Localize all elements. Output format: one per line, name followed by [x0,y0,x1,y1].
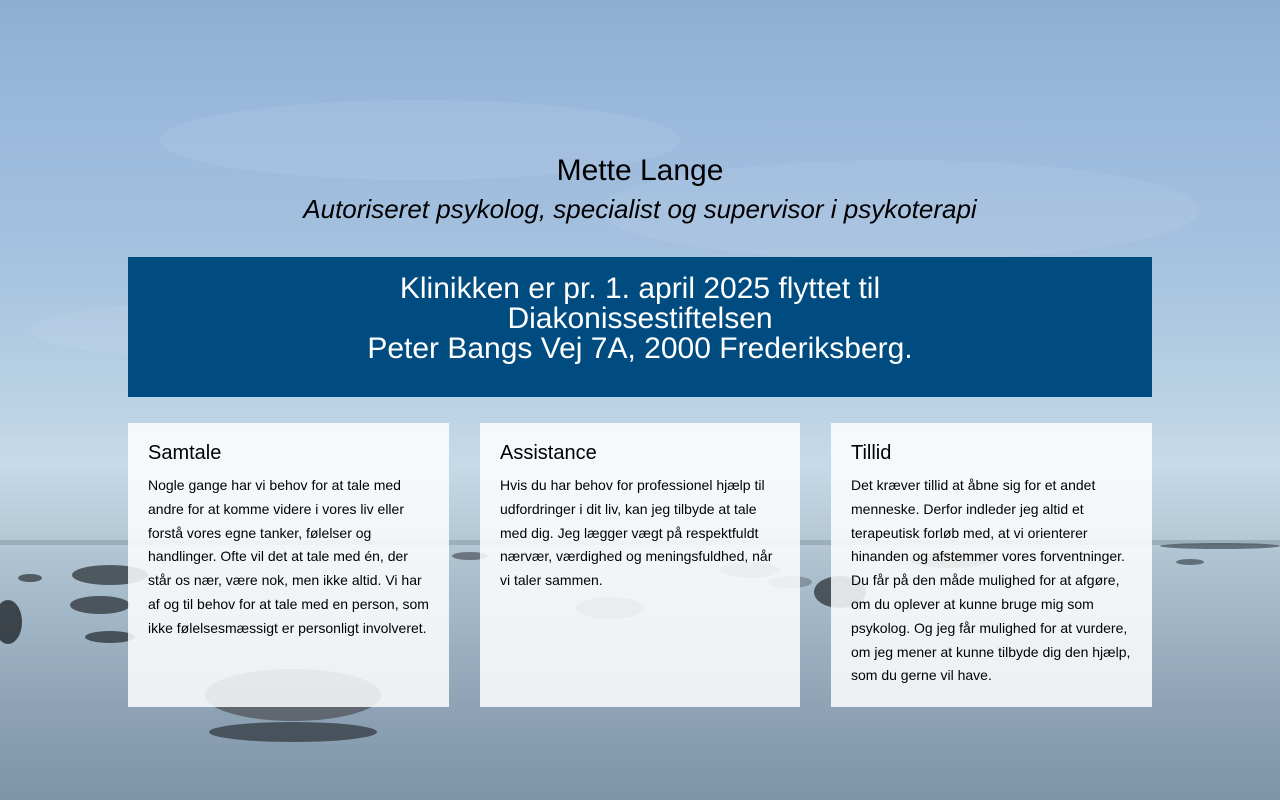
site-title[interactable]: Mette Lange [556,154,724,187]
card-title: Assistance [500,442,597,464]
card-text: Hvis du har behov for professionel hjælp til udfordringer i dit liv, kan jeg tilbyde at tale med dig. Jeg lægger vægt på respektfuldt nærvær, værdighed og meningsfuldhed, når vi taler sammen. [500,477,773,589]
notice-line-3: Peter Bangs Vej 7A, 2000 Frederiksberg. [367,332,913,365]
card-title: Tillid [851,442,892,464]
relocation-notice-banner [128,257,1152,397]
site-subtitle: Autoriseret psykolog, specialist og supervisor i psykoterapi [303,194,977,224]
card-title: Samtale [148,442,222,464]
card-text: Det kræver tillid at åbne sig for et andet menneske. Derfor indleder jeg altid et terapeutisk forløb med, at vi orienterer hinanden og afstemmer vores forventninger. Du får på den måde mulighed for at afgøre, om du oplever at kunne bruge mig som psykolog. Og jeg får mulighed for at vurdere, om jeg mener at kunne tilbyde dig den hjælp, som du gerne vil have. [851,477,1131,684]
card-assistance [480,423,800,707]
notice-line-2: Diakonissestiftelsen [507,302,773,335]
card-tillid [831,423,1152,707]
site-header [0,152,1280,228]
card-text: Nogle gange har vi behov for at tale med andre for at komme videre i vores liv eller forstå vores egne tanker, følelser og handlinger. Ofte vil det at tale med én, der står os nær, være nok, men ikke altid. Vi har af og til behov for at tale med en person, som ikke følelsesmæssigt er personligt involveret. [148,477,429,636]
card-samtale [128,423,449,707]
notice-line-1: Klinikken er pr. 1. april 2025 flyttet til [399,272,881,305]
